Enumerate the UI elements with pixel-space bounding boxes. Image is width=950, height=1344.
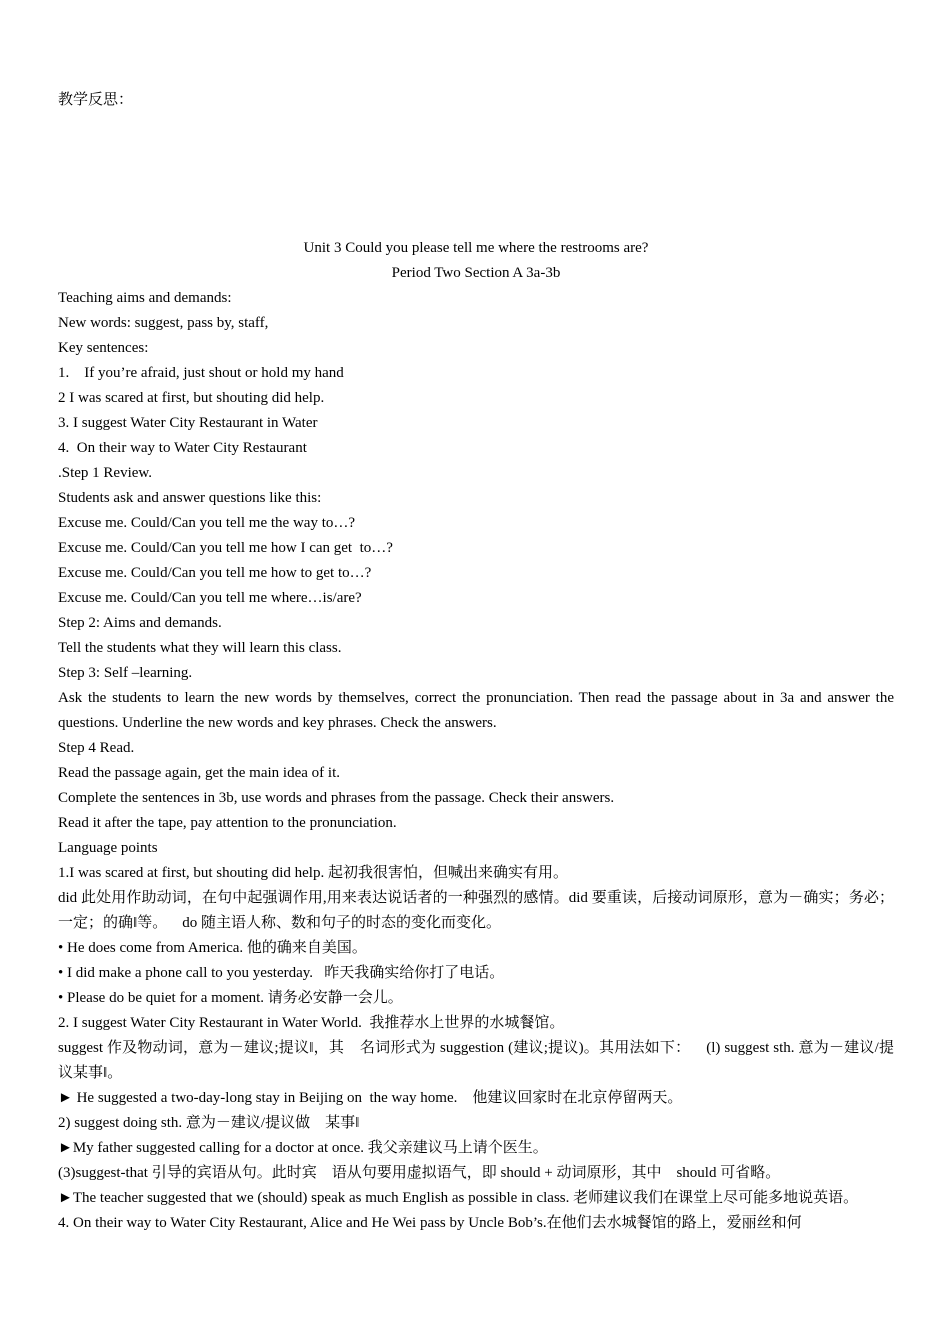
text-line: 2) suggest doing sth. 意为－建议/提议做 某事‖ xyxy=(58,1115,360,1131)
text-line: Step 2: Aims and demands. xyxy=(58,615,222,631)
text-line: (3)suggest-that 引导的宾语从句。此时宾 语从句要用虚拟语气，即 should + 动词原形，其中 should 可省略。 xyxy=(58,1165,781,1181)
text-paragraph: did 此处用作助动词，在句中起强调作用,用来表达说话者的一种强烈的感情。did 要重读，后接动词原形，意为－确实；务必；一定；的确‖等。 do 随主语人称、数和句子的时态的变化而变化。 xyxy=(58,890,894,931)
text-line: 1.I was scared at first, but shouting did help. 起初我很害怕，但喊出来确实有用。 xyxy=(58,865,568,881)
text-line: 4. On their way to Water City Restaurant xyxy=(58,440,307,456)
text-line: New words: suggest, pass by, staff, xyxy=(58,315,269,331)
text-line: Excuse me. Could/Can you tell me how I can get to…? xyxy=(58,540,393,556)
text-line: Teaching aims and demands: xyxy=(58,290,232,306)
text-line: Excuse me. Could/Can you tell me how to get to…? xyxy=(58,565,372,581)
text-paragraph: ►The teacher suggested that we (should) speak as much English as possible in class. 老师建议我们在课堂上尽可能多地说英语。 xyxy=(58,1190,859,1206)
text-line: 2. I suggest Water City Restaurant in Water World. 我推荐水上世界的水城餐馆。 xyxy=(58,1015,565,1031)
text-line: Tell the students what they will learn this class. xyxy=(58,640,342,656)
text-line: Complete the sentences in 3b, use words and phrases from the passage. Check their answers. xyxy=(58,790,615,806)
text-line: • He does come from America. 他的确来自美国。 xyxy=(58,940,367,956)
period-subtitle: Period Two Section A 3a-3b xyxy=(391,265,561,281)
reflection-label: 教学反思： xyxy=(58,92,134,108)
text-line: Key sentences: xyxy=(58,340,149,356)
blank-space xyxy=(58,113,894,236)
text-line: Step 3: Self –learning. xyxy=(58,665,193,681)
text-line: 1. If you’re afraid, just shout or hold my hand xyxy=(58,365,344,381)
text-paragraph: suggest 作及物动词，意为－建议;提议‖，其 名词形式为 suggestion (建议;提议)。其用法如下： (l) suggest sth. 意为－建议/提议某事‖。 xyxy=(58,1040,894,1081)
unit-title: Unit 3 Could you please tell me where the restrooms are? xyxy=(303,240,649,256)
text-line: ►My father suggested calling for a doctor at once. 我父亲建议马上请个医生。 xyxy=(58,1140,548,1156)
text-line: 2 I was scared at first, but shouting did help. xyxy=(58,390,325,406)
text-line: 3. I suggest Water City Restaurant in Water xyxy=(58,415,318,431)
text-line: • I did make a phone call to you yesterday. 昨天我确实给你打了电话。 xyxy=(58,965,505,981)
text-line: Step 4 Read. xyxy=(58,740,135,756)
text-line: Students ask and answer questions like this: xyxy=(58,490,322,506)
document-page xyxy=(58,88,898,1236)
text-line: ► He suggested a two-day-long stay in Beijing on the way home. 他建议回家时在北京停留两天。 xyxy=(58,1090,683,1106)
text-paragraph: Ask the students to learn the new words by themselves, correct the pronunciation. Then read the passage about in 3a and answer the questions. Underline the new words and key phrases. Check the answers. xyxy=(58,690,898,731)
text-line: Read the passage again, get the main idea of it. xyxy=(58,765,340,781)
text-line: Language points xyxy=(58,840,158,856)
text-line: Excuse me. Could/Can you tell me where…is/are? xyxy=(58,590,362,606)
text-line: Read it after the tape, pay attention to the pronunciation. xyxy=(58,815,397,831)
text-line: • Please do be quiet for a moment. 请务必安静一会儿。 xyxy=(58,990,403,1006)
text-line: .Step 1 Review. xyxy=(58,465,153,481)
text-line: Excuse me. Could/Can you tell me the way to…? xyxy=(58,515,356,531)
text-line: 4. On their way to Water City Restaurant, Alice and He Wei pass by Uncle Bob’s.在他们去水城餐馆的路上，爱丽丝和何 xyxy=(58,1215,802,1231)
